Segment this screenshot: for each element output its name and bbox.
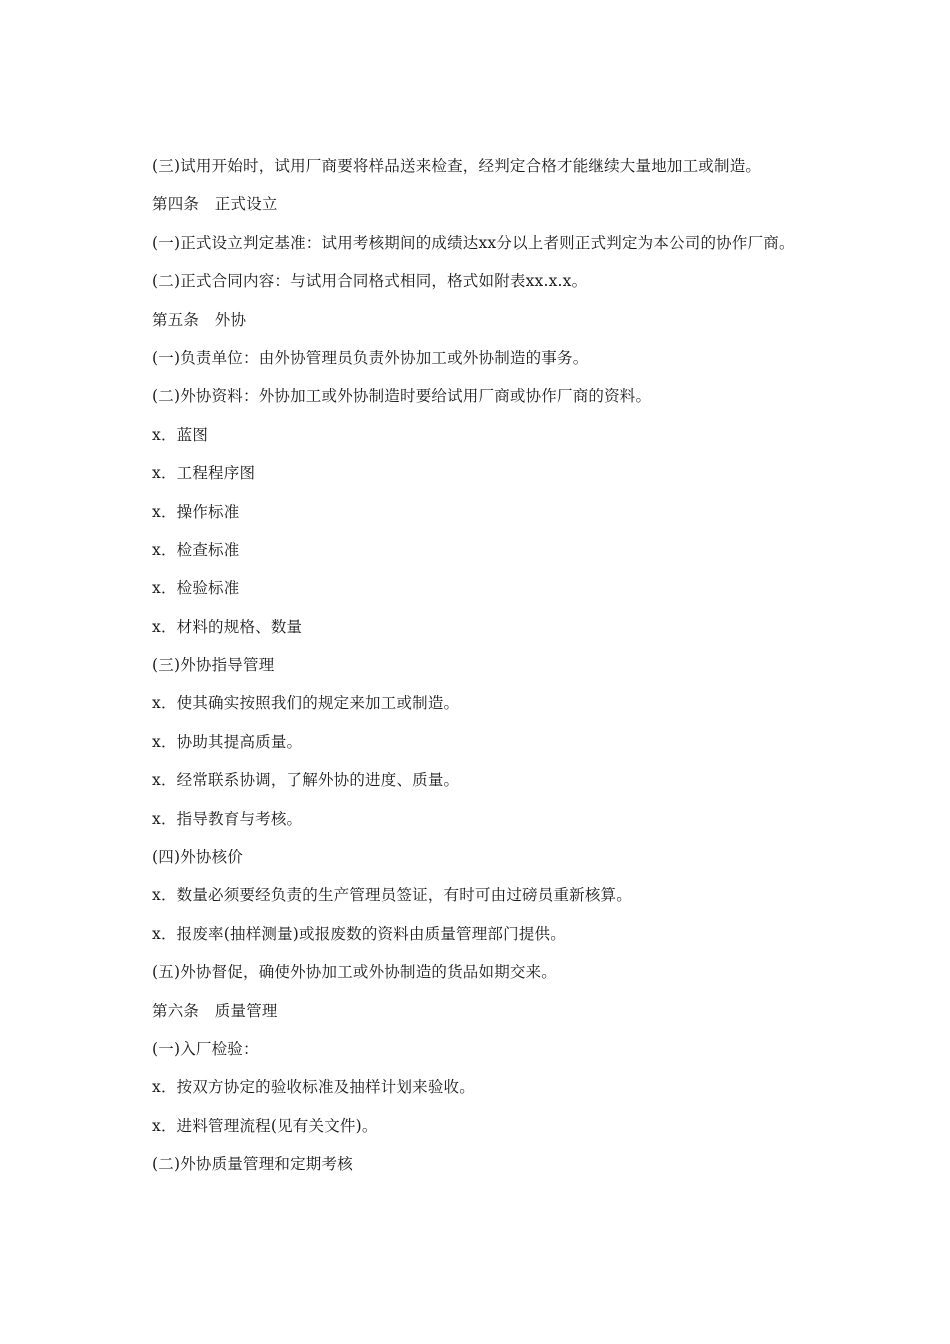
paragraph-line: (三)试用开始时，试用厂商要将样品送来检查，经判定合格才能继续大量地加工或制造。 (152, 157, 762, 175)
section-heading: 第六条 质量管理 (152, 1001, 278, 1020)
paragraph-line: (二)外协资料：外协加工或外协制造时要给试用厂商或协作厂商的资料。 (152, 387, 652, 406)
section-heading: 第四条 正式设立 (152, 195, 278, 214)
list-item: x．检查标准 (152, 540, 240, 559)
list-item: x．工程程序图 (152, 464, 256, 483)
list-item: x．数量必须要经负责的生产管理员签证，有时可由过磅员重新核算。 (152, 886, 632, 905)
paragraph-line: (四)外协核价 (152, 848, 243, 867)
list-item: x．使其确实按照我们的规定来加工或制造。 (152, 694, 460, 713)
paragraph-line: (三)外协指导管理 (152, 656, 275, 675)
list-item: x．协助其提高质量。 (152, 732, 303, 751)
list-item: x．检验标准 (152, 579, 240, 598)
section-heading: 第五条 外协 (152, 310, 247, 329)
paragraph-line: (一)入厂检验： (152, 1039, 259, 1058)
list-item: x．蓝图 (152, 425, 209, 444)
list-item: x．按双方协定的验收标准及抽样计划来验收。 (152, 1078, 475, 1097)
list-item: x．进料管理流程(见有关文件)。 (152, 1116, 378, 1135)
paragraph-line: (二)外协质量管理和定期考核 (152, 1155, 353, 1174)
paragraph-line: (一)负责单位：由外协管理员负责外协加工或外协制造的事务。 (152, 348, 589, 367)
paragraph-line: (一)正式设立判定基准：试用考核期间的成绩达xx分以上者则正式判定为本公司的协作厂商。 (152, 233, 795, 252)
list-item: x．材料的规格、数量 (152, 617, 303, 636)
list-item: x．报废率(抽样测量)或报废数的资料由质量管理部门提供。 (152, 924, 566, 943)
document-body (152, 154, 852, 1191)
list-item: x．经常联系协调，了解外协的进度、质量。 (152, 771, 460, 790)
paragraph-line: (五)外协督促，确使外协加工或外协制造的货品如期交来。 (152, 963, 557, 982)
list-item: x．操作标准 (152, 502, 240, 521)
paragraph-line: (二)正式合同内容：与试用合同格式相同，格式如附表xx.x.x。 (152, 272, 588, 291)
list-item: x．指导教育与考核。 (152, 809, 303, 828)
